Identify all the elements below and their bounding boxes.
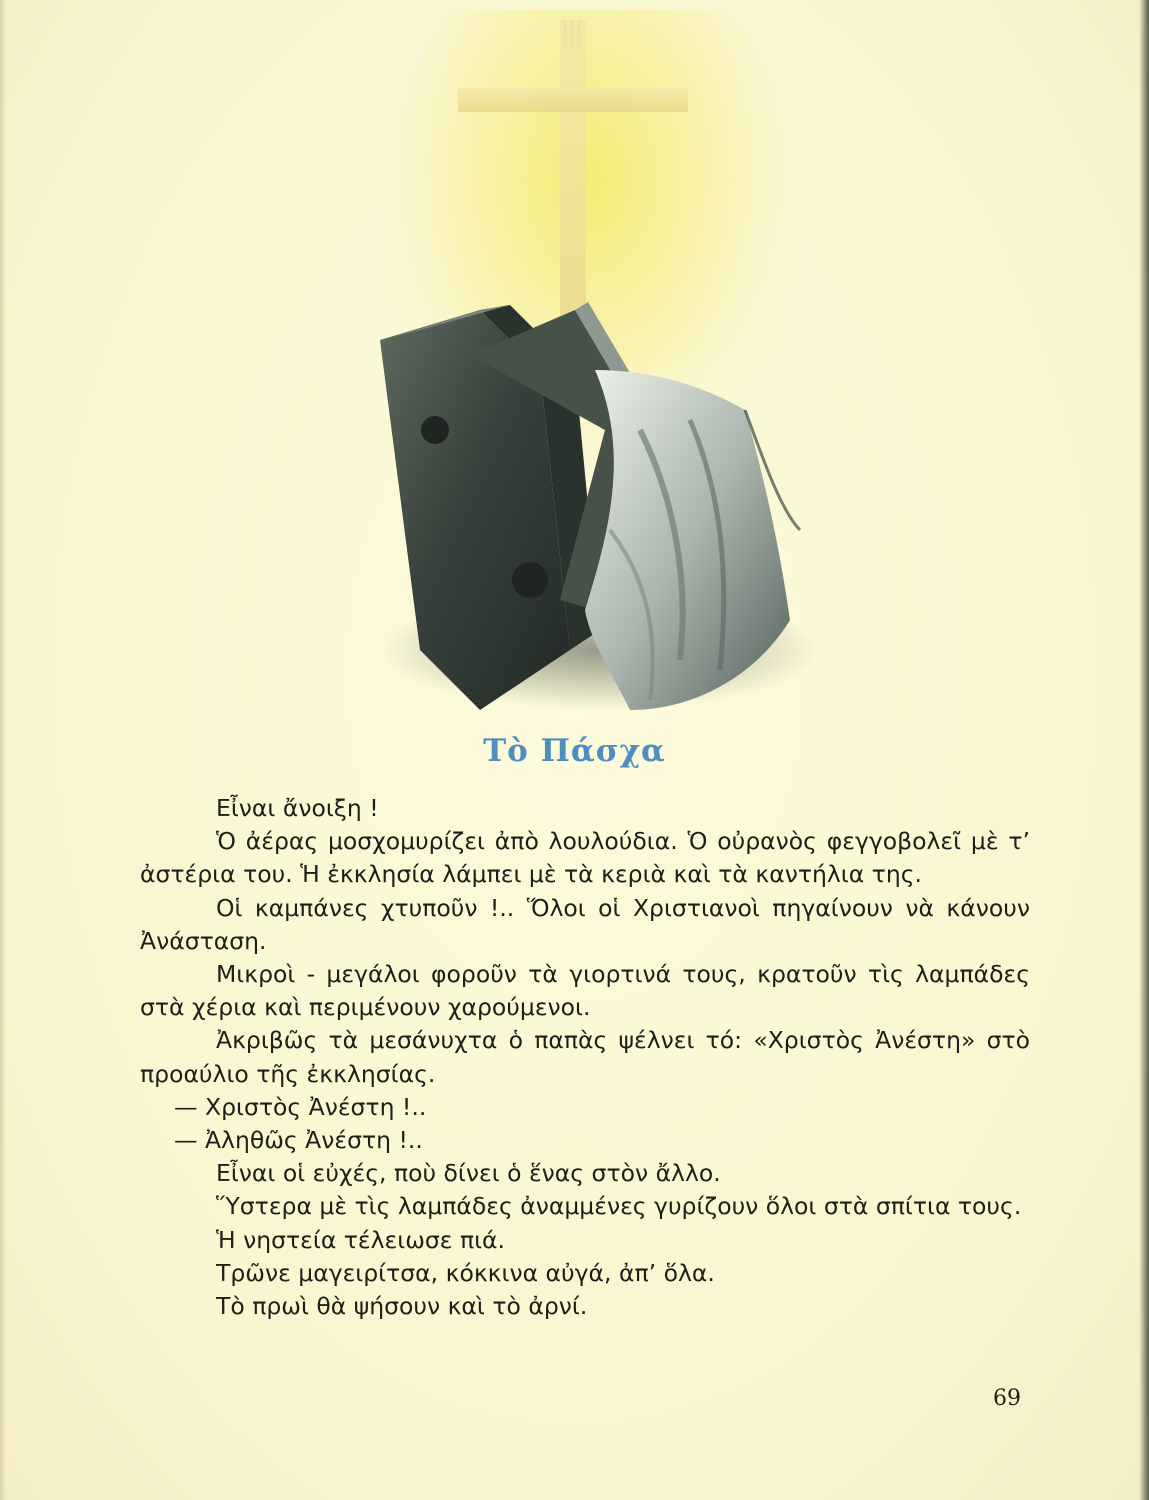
paragraph: Ἀκριβῶς τὰ μεσάνυχτα ὁ παπὰς ψέλνει τό: «Χριστὸς Ἀνέστη» στὸ προαύλιο τῆς ἐκκλησίας. [140,1026,1030,1088]
paragraph: Τὸ πρωὶ θὰ ψήσουν καὶ τὸ ἀρνί. [216,1292,588,1321]
paragraph: Εἶναι ἄνοιξη ! [216,794,379,822]
paragraph: Οἱ καμπάνες χτυποῦν !.. Ὅλοι οἱ Χριστιανοὶ πηγαίνουν νὰ κάνουν Ἀνάσταση. [140,893,1030,955]
paragraph: Ὁ ἀέρας μοσχομυρίζει ἀπὸ λουλούδια. Ὁ οὐρανὸς φεγγοβολεῖ μὲ τ’ ἀστέρια του. Ἡ ἐκκλησία λάμπει μὲ τὰ κεριὰ καὶ τὰ καντήλια της. [140,827,1030,889]
dialog-line: — Χριστὸς Ἀνέστη !.. [174,1092,427,1121]
empty-tomb-illustration [360,10,820,730]
page-title: Τὸ Πάσχα [483,733,666,769]
dialog-line: — Ἀληθῶς Ἀνέστη !.. [174,1126,423,1155]
story-text [140,792,1030,1323]
paragraph: Εἶναι οἱ εὐχές, ποὺ δίνει ὁ ἕνας στὸν ἄλλο. [216,1159,721,1188]
page-number: 69 [993,1386,1021,1411]
paragraph: Τρῶνε μαγειρίτσα, κόκκινα αὐγά, ἀπ’ ὅλα. [216,1258,715,1287]
paragraph: Ὕστερα μὲ τὶς λαμπάδες ἀναμμένες γυρίζουν ὅλοι στὰ σπίτια τους. [216,1192,1022,1221]
paragraph: Μικροὶ - μεγάλοι φοροῦν τὰ γιορτινά τους, κρατοῦν τὶς λαμπάδες στὰ χέρια καὶ περιμένουν χαρούμενοι. [140,960,1030,1022]
paragraph: Ἡ νηστεία τέλειωσε πιά. [216,1225,505,1254]
